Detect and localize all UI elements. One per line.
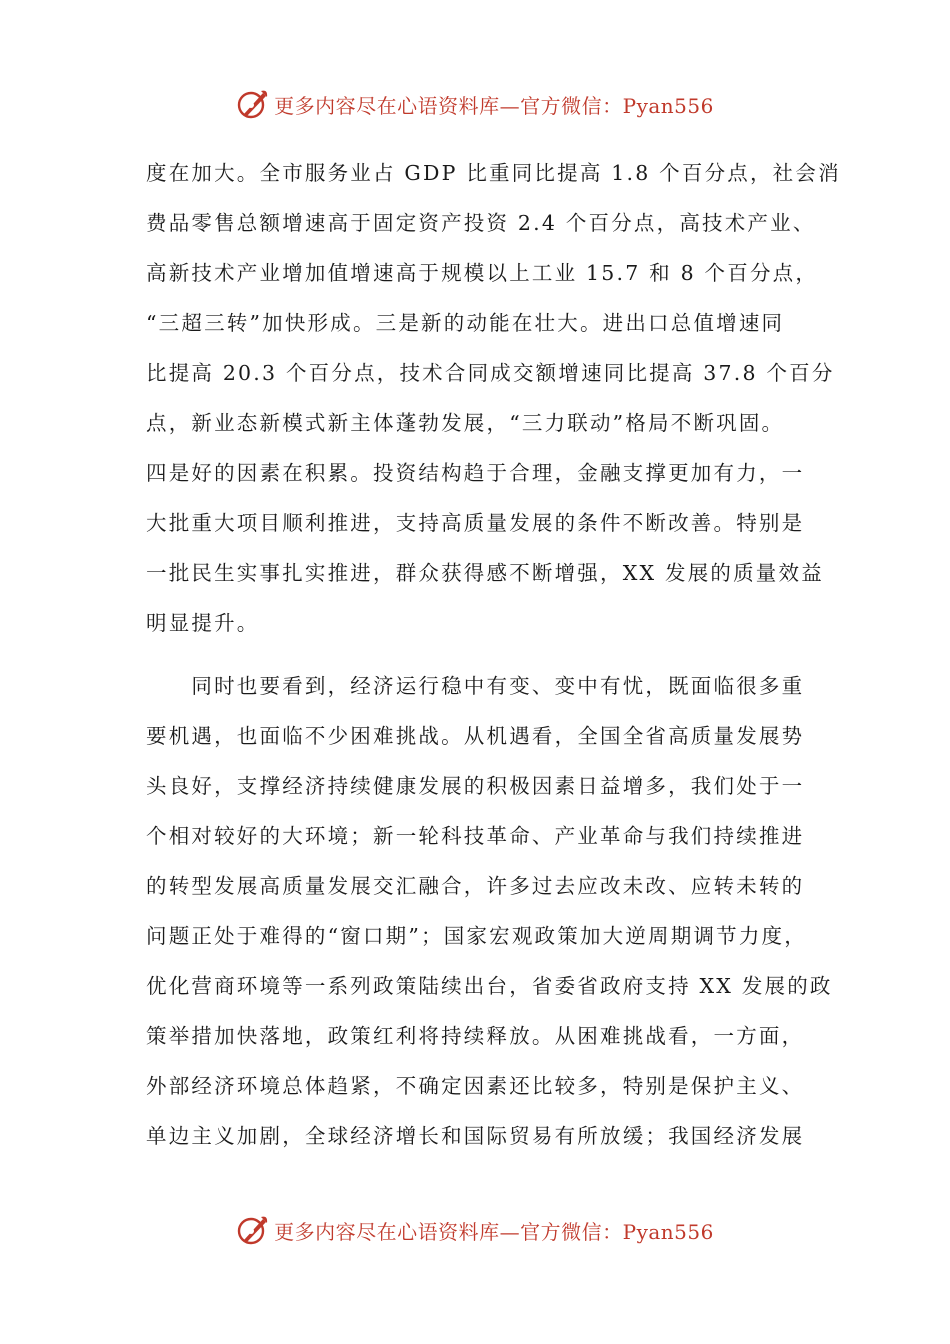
text-line: 度在加大。全市服务业占 GDP 比重同比提高 1.8 个百分点，社会消 <box>146 161 841 185</box>
text-line: 外部经济环境总体趋紧，不确定因素还比较多，特别是保护主义、 <box>146 1074 805 1098</box>
quill-pen-icon <box>236 87 270 121</box>
paragraph-2 <box>146 661 833 1161</box>
text-line: “三超三转”加快形成。三是新的动能在壮大。进出口总值增速同 <box>146 311 785 335</box>
text-line: 费品零售总额增速高于固定资产投资 2.4 个百分点，高技术产业、 <box>146 211 816 235</box>
text-line: 的转型发展高质量发展交汇融合，许多过去应改未改、应转未转的 <box>146 874 805 898</box>
text-line: 大批重大项目顺利推进，支持高质量发展的条件不断改善。特别是 <box>146 511 805 535</box>
text-line: 优化营商环境等一系列政策陆续出台，省委省政府支持 XX 发展的政 <box>146 974 833 998</box>
text-line: 四是好的因素在积累。投资结构趋于合理，金融支撑更加有力，一 <box>146 461 805 485</box>
text-line: 点，新业态新模式新主体蓬勃发展，“三力联动”格局不断巩固。 <box>146 411 785 435</box>
text-line: 明显提升。 <box>146 611 260 635</box>
footer-banner-text: 更多内容尽在心语资料库—官方微信：Pyan556 <box>274 1219 714 1244</box>
text-line: 同时也要看到，经济运行稳中有变、变中有忧，既面临很多重 <box>146 674 805 698</box>
text-line: 策举措加快落地，政策红利将持续释放。从困难挑战看，一方面， <box>146 1024 805 1048</box>
footer-banner <box>0 1210 950 1250</box>
text-line: 单边主义加剧，全球经济增长和国际贸易有所放缓；我国经济发展 <box>146 1124 805 1148</box>
text-line: 头良好，支撑经济持续健康发展的积极因素日益增多，我们处于一 <box>146 774 805 798</box>
text-line: 一批民生实事扎实推进，群众获得感不断增强，XX 发展的质量效益 <box>146 561 824 585</box>
header-banner <box>0 84 950 124</box>
paragraph-1 <box>146 148 841 648</box>
text-line: 比提高 20.3 个百分点，技术合同成交额增速同比提高 37.8 个百分 <box>146 361 835 385</box>
quill-pen-icon <box>236 1213 270 1247</box>
text-line: 问题正处于难得的“窗口期”；国家宏观政策加大逆周期调节力度， <box>146 924 807 948</box>
document-body <box>146 148 841 1161</box>
header-banner-text: 更多内容尽在心语资料库—官方微信：Pyan556 <box>274 93 714 118</box>
text-line: 高新技术产业增加值增速高于规模以上工业 15.7 和 8 个百分点， <box>146 261 819 285</box>
text-line: 要机遇，也面临不少困难挑战。从机遇看，全国全省高质量发展势 <box>146 724 805 748</box>
paragraph-spacer <box>146 648 811 661</box>
text-line: 个相对较好的大环境；新一轮科技革命、产业革命与我们持续推进 <box>146 824 805 848</box>
